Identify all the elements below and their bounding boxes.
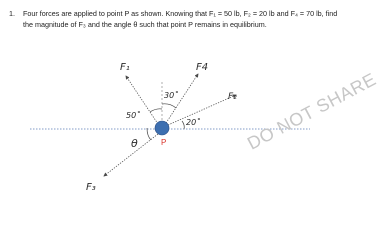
- label-f2: F₂: [228, 92, 237, 102]
- label-f3: F₃: [86, 182, 96, 193]
- label-angle-f1: 50˚: [126, 111, 141, 120]
- angle-arc-f2: [182, 121, 184, 129]
- problem-text: Four forces are applied to point P as shown. Knowing that F₁ = 50 lb, F₂ = 20 lb and F₄ = 70 lb, find the magnitude of F₃ and the angle θ such that point P remains in equilibrium.: [23, 9, 338, 29]
- problem-number: 1.: [9, 9, 15, 18]
- angle-arc-theta: [147, 128, 151, 140]
- label-angle-f4: 30˚: [164, 91, 179, 100]
- label-point-p: P: [161, 138, 167, 147]
- label-f1: F₁: [120, 62, 130, 73]
- watermark: DO NOT SHARE: [244, 69, 380, 154]
- label-angle-f2: 20˚: [186, 118, 201, 127]
- force-f2-arrow: [168, 95, 236, 125]
- label-theta: θ: [131, 137, 138, 150]
- point-p: [155, 121, 169, 135]
- angle-arc-f4: [162, 104, 176, 108]
- label-f4: F4: [196, 62, 209, 73]
- angle-arc-f1: [150, 109, 162, 112]
